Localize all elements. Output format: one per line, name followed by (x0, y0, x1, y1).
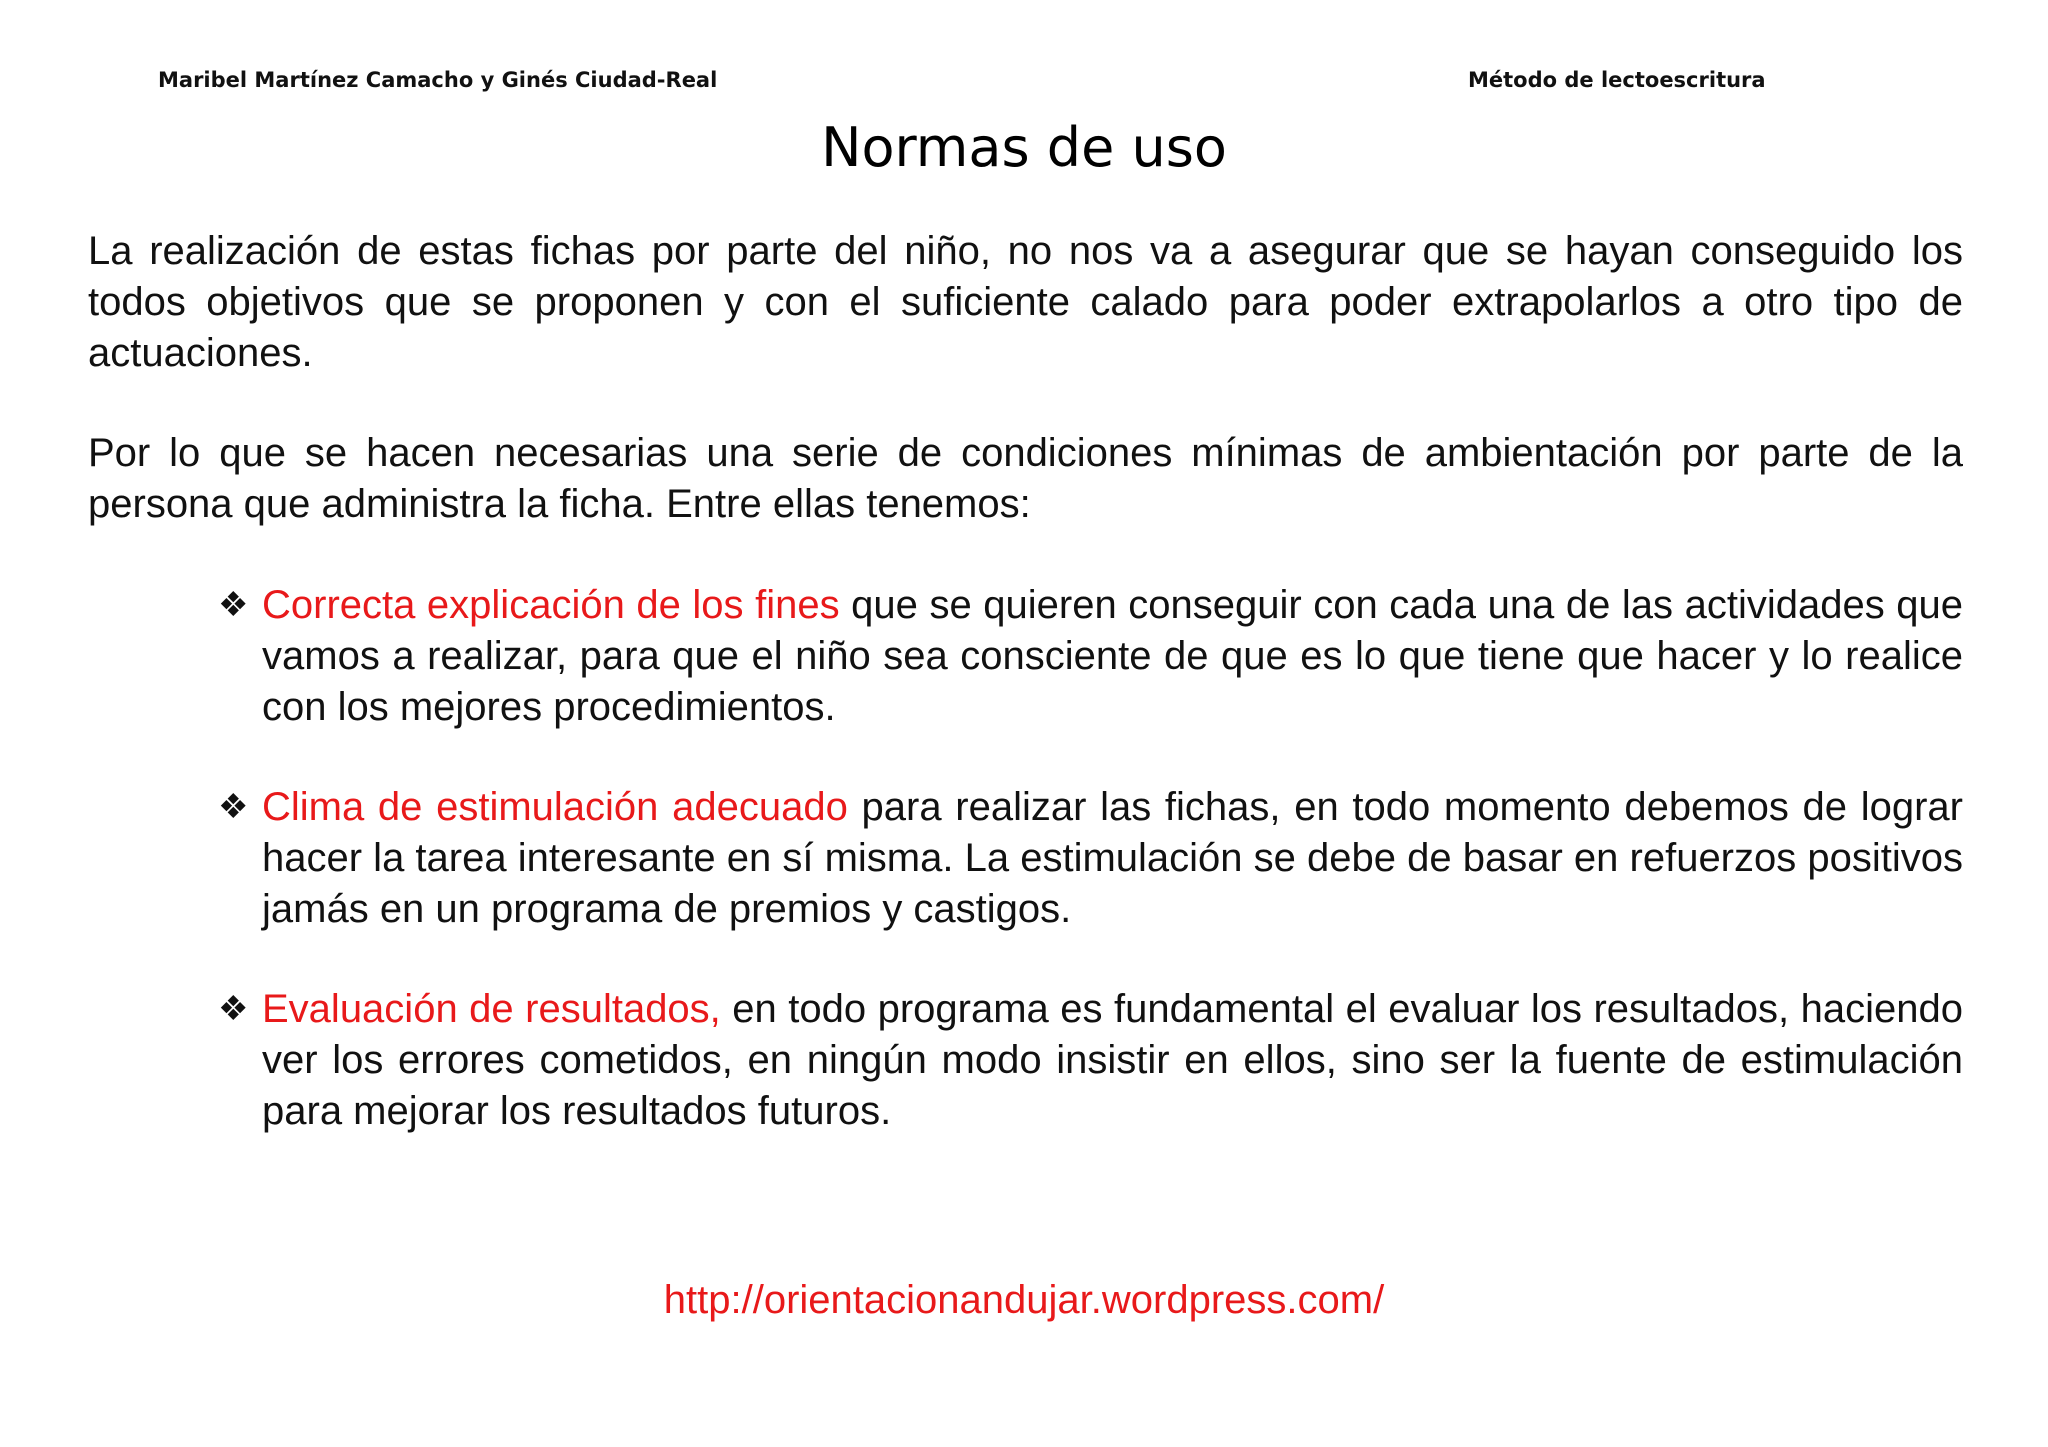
header-authors: Maribel Martínez Camacho y Ginés Ciudad-Real (158, 68, 718, 92)
intro-paragraph: La realización de estas fichas por parte del niño, no nos va a asegurar que se hayan conseguido los todos objetivos que se proponen y con el suficiente calado para poder extrapolarlos a otro tipo de actuaciones. (88, 229, 1963, 375)
list-item-body: que se quieren conseguir con cada una de las actividades que vamos a realizar, para que el niño sea consciente de que es lo que tiene que hacer y lo realice con los mejores procedimientos. (262, 583, 1963, 729)
list-item-highlight: Clima de estimulación adecuado (262, 785, 848, 829)
diamond-bullet-icon: ❖ (218, 586, 249, 624)
footer-website-link[interactable]: http://orientacionandujar.wordpress.com/ (663, 1278, 1385, 1322)
list-item-highlight: Correcta explicación de los fines (262, 583, 840, 627)
conditions-paragraph: Por lo que se hacen necesarias una serie de condiciones mínimas de ambientación por parte de la persona que administra la ficha. Entre ellas tenemos: (88, 431, 1963, 526)
list-item-highlight: Evaluación de resultados, (262, 987, 721, 1031)
page-title: Normas de uso (821, 116, 1227, 179)
list-item-body: en todo programa es fundamental el evaluar los resultados, haciendo ver los errores cometidos, en ningún modo insistir en ellos, sino ser la fuente de estimulación para mejorar los resultados futuros. (262, 987, 1963, 1133)
list-item-text (262, 984, 1963, 1137)
list-item-text (262, 782, 1963, 935)
diamond-bullet-icon: ❖ (218, 788, 249, 826)
list-item-text (262, 580, 1963, 733)
list-item-body: para realizar las fichas, en todo momento debemos de lograr hacer la tarea interesante en sí misma. La estimulación se debe de basar en refuerzos positivos jamás en un programa de premios y castigos. (262, 785, 1963, 931)
diamond-bullet-icon: ❖ (218, 990, 249, 1028)
header-method: Método de lectoescritura (1468, 68, 1766, 92)
